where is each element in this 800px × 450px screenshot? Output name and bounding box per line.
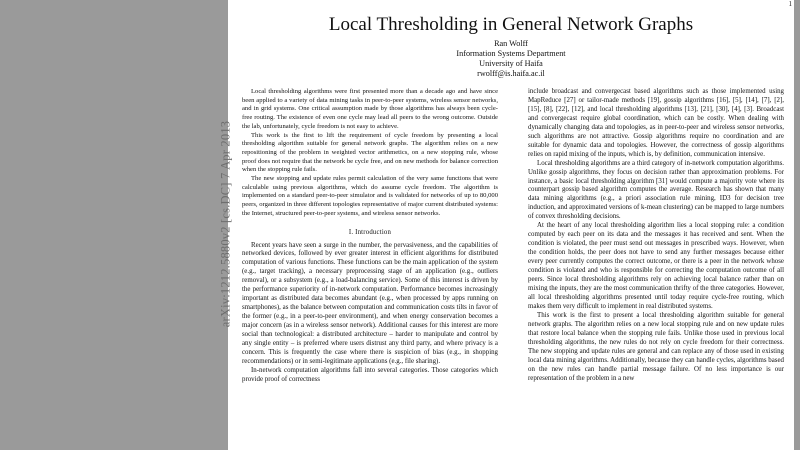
arxiv-side-stamp: arXiv:1212.5880v2 [cs.DC] 7 Apr 2013 bbox=[218, 120, 233, 328]
body-paragraph: At the heart of any local thresholding algorithm lies a local stopping rule: a condition computed by each peer on its data and the messages it has received and sent. When the condition is violated, the peer must send out messages in prescribed ways. However, when the condition holds, the peer does not have to send any further messages because either every peer currently computes the correct outcome, or there is a peer in the network whose condition is violated and who is responsible for correcting the computation outcome of all peers. Since local thresholding algorithms rely on achieving local balance rather than on mixing the inputs, they are the most communication thrifty of the three categories. However, all local thresholding algorithms presented until today require cycle-free routing, which makes them very difficult to implement in real distributed systems. bbox=[528, 222, 784, 310]
author-department: Information Systems Department bbox=[456, 49, 566, 58]
section-heading: I. Introduction bbox=[348, 228, 392, 236]
body-paragraph: Recent years have seen a surge in the number, the pervasiveness, and the capabilities of networked devices, followed by ever greater interest in efficient algorithms for distributed computation of various functions. These functions can be the main application of the system (e.g., target tracking), a necessary preprocessing stage of an application (e.g., outliers removal), or a subsystem (e.g., a load-balancing service). Some of this interest is driven by the performance superiority of in-network computation. Performance becomes increasingly important as distributed data becomes abundant (e.g., when processed by apps running on smartphones), as the balance between computation and communication costs tilts in favor of the former (e.g., in a peer-to-peer environment), and when energy conservation becomes a major concern (as in a wireless sensor network). Additional causes for this interest are more social than technological: a distributed architecture – harder to manipulate and control by any single entity – is preferred where users distrust any third party, and where privacy is a concern. This is frequently the case where there is suspicion of bias (e.g., in shopping recommendations) or in semi-legitimate applications (e.g., file sharing). bbox=[242, 241, 498, 365]
pdf-page bbox=[228, 0, 794, 450]
right-column bbox=[528, 88, 784, 450]
paper-title: Local Thresholding in General Network Graphs bbox=[328, 14, 694, 35]
author-email[interactable]: rwolff@is.haifa.ac.il bbox=[477, 69, 545, 78]
body-paragraph: This work is the first to present a local thresholding algorithm suitable for general network graphs. The algorithm relies on a new local stopping rule and on new update rules that restore local balance when the stopping rule fails. Unlike those used in previous local thresholding algorithms, the new rules do not rely on cycle freedom for their correctness. The new stopping and update rules are general and can replace any of those used in existing local data mining algorithms. Additionally, because they can handle cycles, algorithms based on the new rules can handle partial message failure. Of no less importance is our representation of the problem in a new bbox=[528, 311, 784, 382]
author-university: University of Haifa bbox=[479, 59, 543, 68]
abstract-paragraph: The new stopping and update rules permit calculation of the very same functions that were calculable using previous algorithms, which do assume cycle freedom. The algorithm is implemented on a standard peer-to-peer simulator and is validated for networks of up to 80,000 peers, organized in three different topologies representative of major current distributed systems: the Internet, structured peer-to-peer systems, and wireless sensor networks. bbox=[242, 175, 498, 217]
abstract-paragraph: This work is the first to lift the requirement of cycle freedom by presenting a local thresholding algorithm suitable for general network graphs. The algorithm relies on a new repositioning of the problem in weighted vector arithmetics, on a new stopping rule, whose proof does not require that the network be cycle free, and on new methods for balance correction when the stopping rule fails. bbox=[242, 131, 498, 174]
body-paragraph: Local thresholding algorithms are a third category of in-network computation algorithms. Unlike gossip algorithms, they focus on decision rather than approximation problems. For instance, a basic local thresholding algorithm [31] would compute a majority vote where its counterpart gossip based algorithm computes the average. Research has shown that many data mining algorithms (e.g., a priori association rule mining, ID3 for decision tree induction, and approximated versions of k-mean clustering) can be mapped to large numbers of convex thresholding decisions. bbox=[528, 159, 784, 221]
left-column bbox=[242, 88, 498, 450]
abstract-paragraph: Local thresholding algorithms were first presented more than a decade ago and have since been applied to a variety of data mining tasks in peer-to-peer systems, wireless sensor networks, and in grid systems. One critical assumption made by those algorithms has always been cycle-free routing. The existence of even one cycle may lead all peers to the wrong outcome. Outside the lab, unfortunately, cycle freedom is not easy to achieve. bbox=[242, 88, 498, 130]
page-corner-mark: 1 bbox=[788, 0, 792, 8]
author-name: Ran Wolff bbox=[494, 39, 528, 48]
body-paragraph: In-network computation algorithms fall into several categories. Those categories which provide proof of correctness bbox=[242, 366, 498, 383]
body-paragraph: include broadcast and convergecast based algorithms such as those implemented using MapReduce [27] or tailor-made methods [19], gossip algorithms [16], [5], [14], [7], [2], [15], [8], [22], [12], and local thresholding algorithms [13], [21], [30], [4], [3]. Broadcast and convergecast require global coordination, which can be costly. When dealing with dynamically changing data and topologies, as in peer-to-peer and wireless sensor networks, such algorithms are not attractive. Gossip algorithms require no coordination and are suitable for dynamic data and topologies. However, the correctness of gossip algorithms relies on rapid mixing of the inputs, which is, by definition, communication intensive. bbox=[528, 88, 784, 158]
